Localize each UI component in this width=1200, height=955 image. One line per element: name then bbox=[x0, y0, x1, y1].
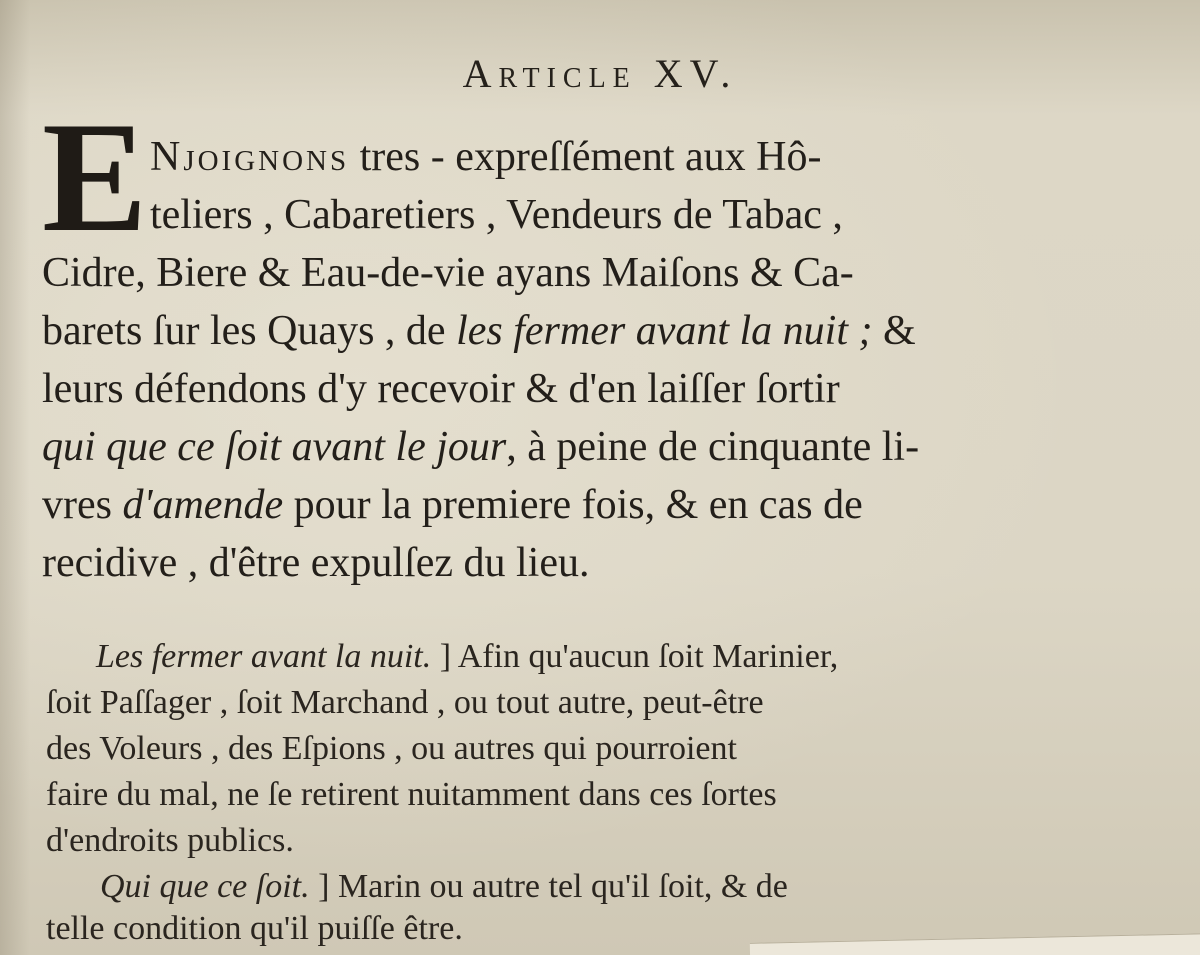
note-1-line-3: des Voleurs , des Eſpions , ou autres qui pourroient bbox=[46, 730, 737, 767]
article-line-7-text: pour la premiere fois, & en cas de bbox=[293, 482, 863, 528]
article-line-4-italic: les fermer avant la nuit ; bbox=[456, 308, 873, 354]
note-2-line-2: telle condition qu'il puiſſe être. bbox=[46, 910, 463, 947]
article-line-7-start: vres bbox=[42, 482, 112, 528]
article-heading: Article XV. bbox=[462, 51, 738, 96]
note-2-line-1 bbox=[100, 864, 788, 910]
note-1-text: Afin qu'aucun ſoit Marinier, bbox=[457, 638, 839, 675]
page-gutter-shadow bbox=[0, 0, 30, 955]
article-line-4 bbox=[42, 302, 916, 360]
note-2-lemma: Qui que ce ſoit. bbox=[100, 868, 310, 905]
note-2-text: Marin ou autre tel qu'il ſoit, & de bbox=[337, 868, 788, 905]
article-line-6-text: , à peine de cinquante li- bbox=[506, 424, 920, 470]
article-line-8: recidive , d'être expulſez du lieu. bbox=[42, 540, 590, 586]
note-1-line-1 bbox=[96, 634, 838, 680]
drop-cap-letter: E bbox=[42, 90, 148, 265]
article-first-word: Njoignons bbox=[150, 134, 350, 180]
article-line-4-end: & bbox=[883, 308, 916, 354]
previous-line-fragment bbox=[0, 0, 1200, 18]
note-1-line-4: faire du mal, ne ſe retirent nuitamment dans ces ſortes bbox=[46, 776, 777, 813]
note-1-bracket: ] bbox=[439, 638, 452, 675]
article-line-6 bbox=[42, 418, 919, 476]
article-line-1 bbox=[150, 128, 821, 186]
article-line-7 bbox=[42, 476, 863, 534]
article-line-6-italic: qui que ce ſoit avant le jour bbox=[42, 424, 507, 470]
article-line-5: leurs défendons d'y recevoir & d'en laiſſer ſortir bbox=[42, 366, 840, 412]
note-2-bracket: ] bbox=[318, 868, 330, 905]
article-line-1-text: tres - expreſſément aux Hô- bbox=[359, 134, 822, 180]
article-line-4-text: barets ſur les Quays , de bbox=[42, 308, 446, 354]
article-line-3: Cidre, Biere & Eau-de-vie ayans Maiſons & Ca- bbox=[42, 250, 854, 296]
note-1-line-5: d'endroits publics. bbox=[46, 822, 294, 859]
article-line-7-italic: d'amende bbox=[122, 482, 284, 528]
next-page-edge bbox=[750, 933, 1200, 955]
note-1-line-2: ſoit Paſſager , ſoit Marchand , ou tout autre, peut-être bbox=[46, 684, 764, 721]
note-1-lemma: Les fermer avant la nuit. bbox=[96, 638, 432, 675]
article-line-2: teliers , Cabaretiers , Vendeurs de Tabac , bbox=[150, 192, 843, 238]
